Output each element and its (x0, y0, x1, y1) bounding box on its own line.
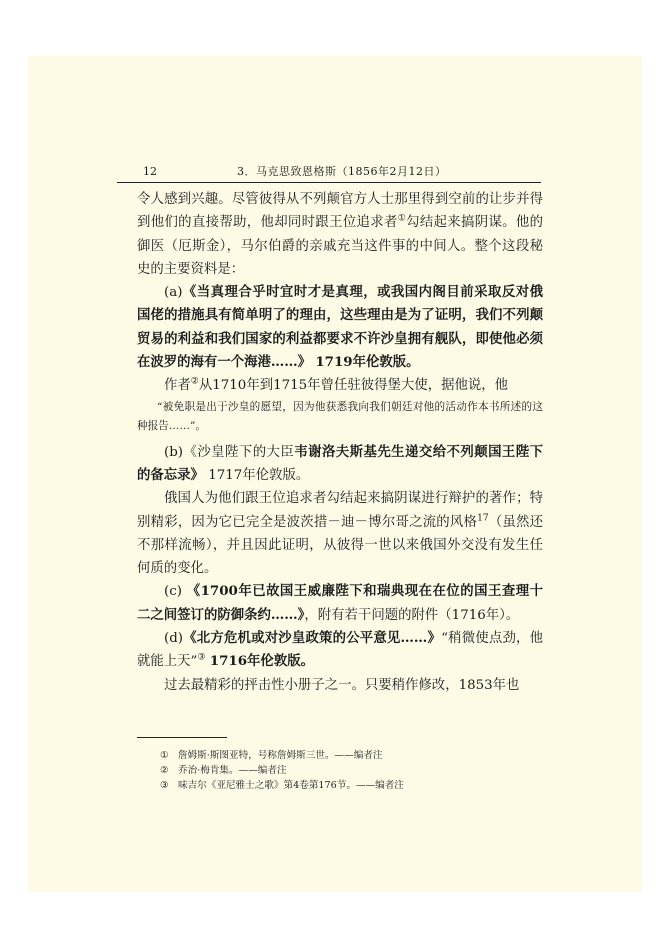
item-c-title: 《1700年已故国王威廉陛下和瑞典现在在位的国王查理十二之间签订的防御条约……》 (137, 583, 543, 623)
footnote-ref-2[interactable]: ② (190, 376, 199, 387)
item-d-quote: “稍微使点劲，他就能上天” (137, 631, 543, 670)
item-c: (c) 《1700年已故国王威廉陛下和瑞典现在在位的国王查理十二之间签订的防御条约……》，附有若干问题的附件（1716年）。 (137, 583, 543, 623)
item-b-title-1: 《沙皇陛下的大臣 (183, 444, 295, 460)
item-b-title-2: 韦谢洛夫斯基先生递交给不列颠国王陛下的备忘录》 (137, 443, 544, 483)
endnote-ref-17[interactable]: 17 (477, 513, 489, 524)
item-a-pub: 1719年伦敦版。 (315, 354, 420, 371)
item-b-pub: 1717年伦敦版。 (208, 467, 310, 483)
item-d-pub: 1716年伦敦版。 (209, 653, 314, 670)
footnote-ref-3[interactable]: ③ (197, 652, 206, 663)
paragraph-2: 作者②从1710年到1715年曾任驻彼得堡大使，据他说，他 (164, 376, 509, 394)
item-d-title: 《北方危机或对沙皇政策的公平意见……》 (183, 630, 442, 647)
page-number: 12 (143, 165, 157, 178)
paragraph-4: 过去最精彩的抨击性小册子之一。只要稍作修改，1853年也 (164, 677, 520, 693)
block-quote: “被免职是出于沙皇的愿望，因为他获悉我向我们朝廷对他的活动作本书所述的这种报告……”。 (137, 400, 543, 432)
running-title: 3．马克思致恩格斯（1856年2月12日） (237, 165, 447, 178)
footnote-2: ② 乔治·梅肯集。——编者注 (160, 765, 287, 776)
footnotes (160, 748, 540, 793)
footnote-1: ① 詹姆斯·斯图亚特，号称詹姆斯三世。——编者注 (160, 750, 383, 761)
item-a: (a)《当真理合乎时宜时才是真理，或我国内阁目前采取反对俄国佬的措施具有简单明了的理由，这些理由是为了证明，我们不列颠贸易的利益和我们国家的利益都要求不许沙皇拥有舰队，即使他必须在波罗的海有一个海港……》 1719年伦敦版。 (137, 284, 543, 371)
paragraph-1: 令人感到兴趣。尽管彼得从不列颠官方人士那里得到空前的让步并得到他们的直接帮助，他却同时跟王位追求者①勾结起来搞阴谋。他的御医（厄斯金），马尔伯爵的亲戚充当这件事的中间人。整个这段秘史的主要资料是： (137, 192, 544, 277)
item-a-title: 《当真理合乎时宜时才是真理，或我国内阁目前采取反对俄国佬的措施具有简单明了的理由，这些理由是为了证明，我们不列颠贸易的利益和我们国家的利益都要求不许沙皇拥有舰队，即使他必须在波罗的海有一个海港……》 (137, 284, 543, 371)
footnote-rule (137, 737, 227, 738)
item-b: (b)《沙皇陛下的大臣韦谢洛夫斯基先生递交给不列颠国王陛下的备忘录》 1717年伦敦版。 (137, 443, 544, 483)
footnote-ref-1[interactable]: ① (397, 213, 407, 224)
page-header (117, 164, 541, 183)
item-d: (d)《北方危机或对沙皇政策的公平意见……》“稍微使点劲，他就能上天”③ 1716年伦敦版。 (137, 630, 543, 670)
paragraph-3: 俄国人为他们跟王位追求者勾结起来搞阴谋进行辩护的著作；特别精彩，因为它已完全是波茨措－迪－博尔哥之流的风格$^{17}$（虽然还不那样流畅），并且因此证明，从彼得一世以来俄国外交没有发生任何质的变化。 (137, 491, 543, 577)
footnote-3: ③ 味吉尔《亚尼雅士之歌》第4卷第176节。——编者注 (160, 780, 404, 791)
page-body (137, 188, 543, 697)
